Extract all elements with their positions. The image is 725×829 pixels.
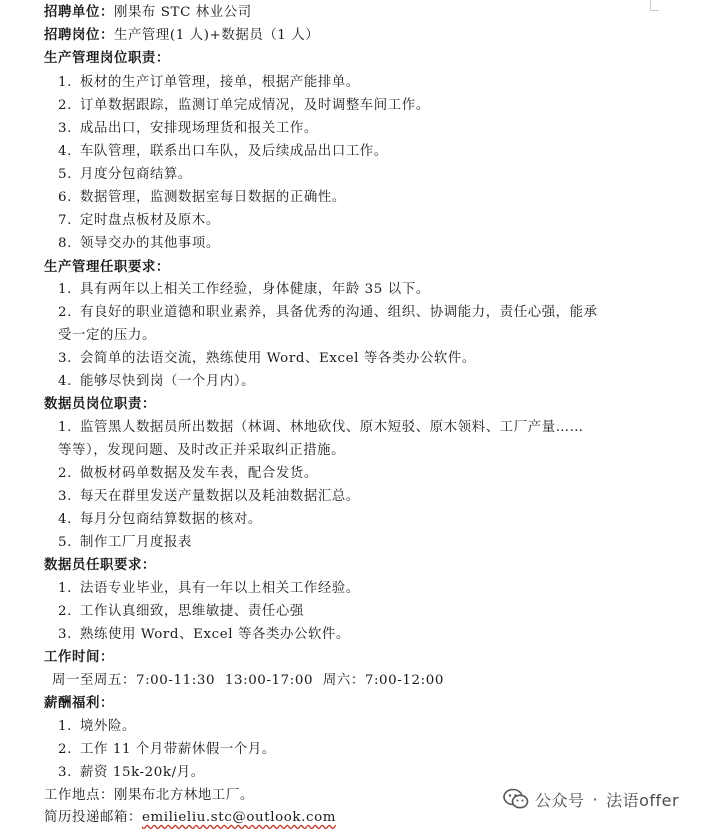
positions-label: 招聘岗位： [44, 27, 114, 43]
work-hours-text: 周一至周五：7:00-11:30 13:00-17:00 周六：7:00-12:00 [52, 673, 445, 688]
list-item: 4. 车队管理，联系出口车队，及后续成品出口工作。 [58, 144, 388, 159]
list-item: 2. 有良好的职业道德和职业素养，具备优秀的沟通、组织、协调能力，责任心强，能承 [58, 305, 598, 320]
watermark-name: 法语offer [606, 790, 680, 810]
work-hours-heading: 工作时间： [44, 649, 114, 665]
list-item: 1. 境外险。 [58, 719, 136, 734]
list-item: 3. 每天在群里发送产量数据以及耗油数据汇总。 [58, 489, 360, 504]
list-item: 6. 数据管理，监测数据室每日数据的正确性。 [58, 190, 346, 205]
resume-label: 简历投递邮箱： [44, 810, 142, 825]
list-item: 4. 能够尽快到岗（一个月内）。 [58, 374, 256, 389]
positions-value: 生产管理(1 人)+数据员（1 人） [113, 28, 320, 43]
watermark-dot: · [592, 789, 599, 809]
wechat-watermark [503, 786, 679, 812]
list-item: 3. 薪资 15k-20k/月。 [58, 765, 205, 780]
list-item: 2. 工作 11 个月带薪休假一个月。 [58, 742, 276, 757]
list-item: 3. 会简单的法语交流，熟练使用 Word、Excel 等各类办公软件。 [58, 351, 476, 366]
list-item: 1. 法语专业毕业，具有一年以上相关工作经验。 [58, 581, 360, 596]
work-location: 工作地点：刚果布北方林地工厂。 [44, 788, 254, 803]
resume-email-link[interactable]: emilieliu.stc@outlook.com [141, 810, 337, 825]
list-item-continuation: 等等），发现问题、及时改正并采取纠正措施。 [58, 443, 346, 458]
list-item-continuation: 受一定的压力。 [58, 328, 156, 343]
employer-line [44, 1, 684, 24]
benefits-heading: 薪酬福利： [44, 695, 114, 711]
positions-line [44, 24, 684, 47]
production-requirements-heading: 生产管理任职要求： [44, 259, 170, 275]
data-duties-heading: 数据员岗位职责： [44, 396, 156, 412]
list-item: 7. 定时盘点板材及原木。 [58, 213, 220, 228]
watermark-account: 公众号 [535, 790, 585, 810]
list-item: 2. 工作认真细致，思维敏捷、责任心强 [58, 604, 304, 619]
list-item: 2. 订单数据跟踪，监测订单完成情况，及时调整车间工作。 [58, 98, 430, 113]
list-item: 1. 监管黑人数据员所出数据（林调、林地砍伐、原木短驳、原木领料、工厂产量…… [58, 420, 584, 435]
employer-value: 刚果布 STC 林业公司 [113, 5, 252, 20]
list-item: 3. 熟练使用 Word、Excel 等各类办公软件。 [58, 627, 350, 642]
list-item: 1. 板材的生产订单管理，接单，根据产能排单。 [58, 75, 360, 90]
production-duties-heading: 生产管理岗位职责： [44, 50, 170, 66]
data-requirements-heading: 数据员任职要求： [44, 557, 156, 573]
list-item: 5. 月度分包商结算。 [58, 167, 192, 182]
list-item: 4. 每月分包商结算数据的核对。 [58, 512, 262, 527]
list-item: 3. 成品出口，安排现场理货和报关工作。 [58, 121, 318, 136]
list-item: 1. 具有两年以上相关工作经验，身体健康，年龄 35 以下。 [58, 282, 430, 297]
list-item: 5. 制作工厂月度报表 [58, 535, 192, 550]
wechat-icon [503, 788, 529, 810]
employer-label: 招聘单位： [44, 4, 114, 20]
list-item: 8. 领导交办的其他事项。 [58, 236, 220, 251]
list-item: 2. 做板材码单数据及发车表，配合发货。 [58, 466, 318, 481]
